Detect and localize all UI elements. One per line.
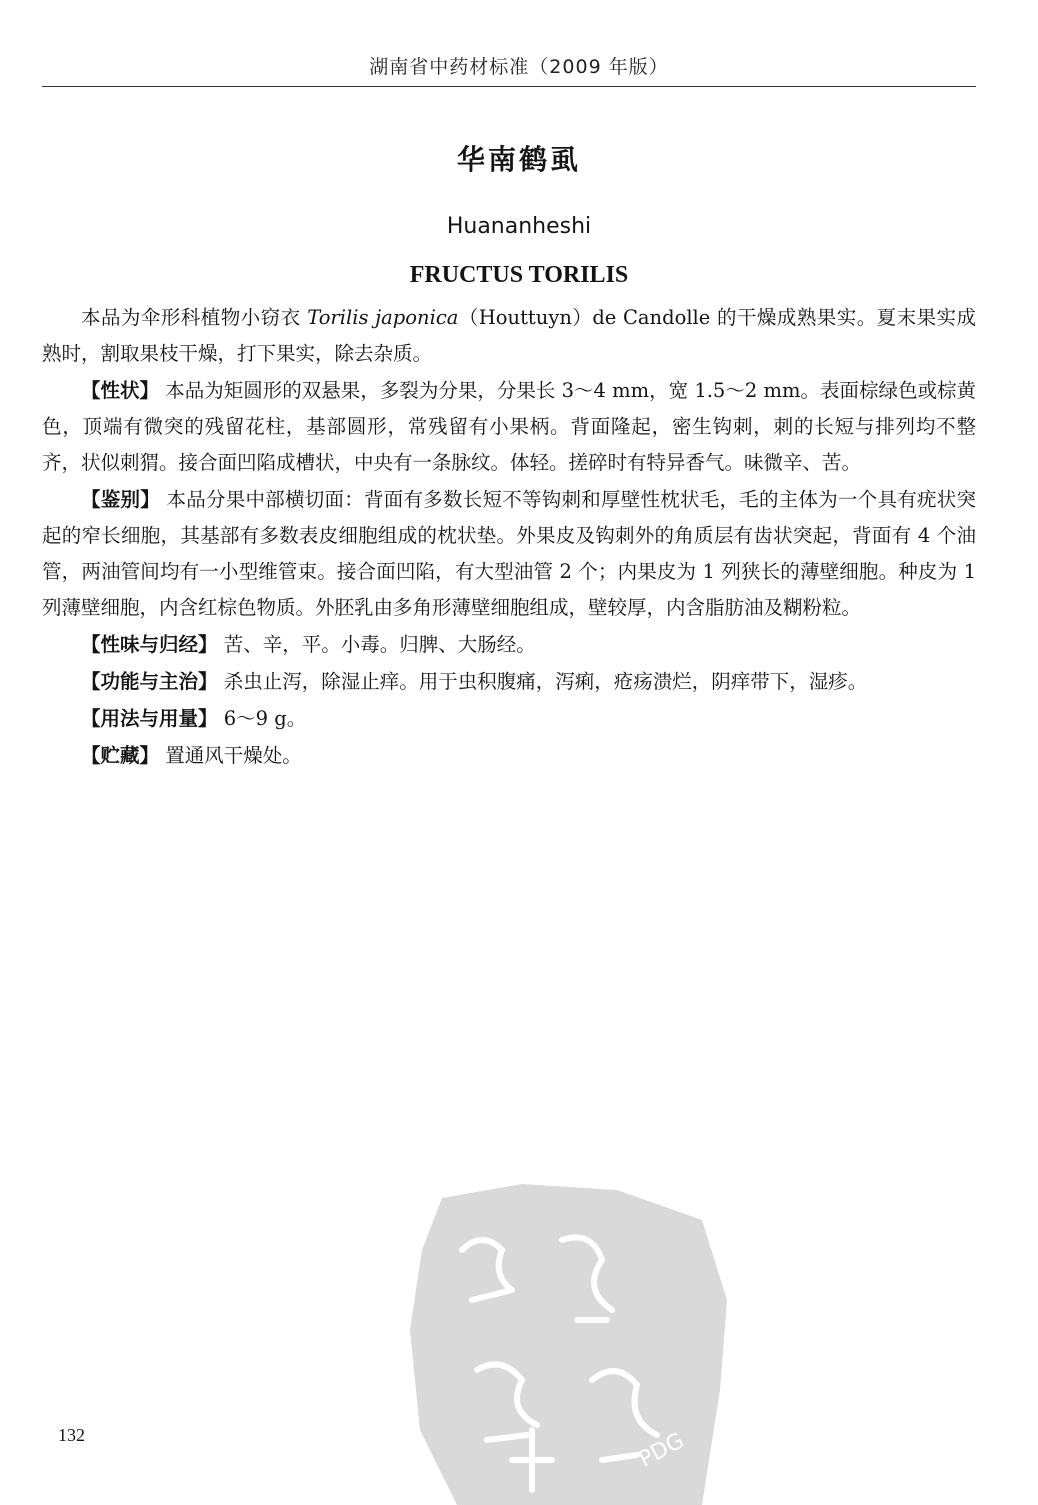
section-identification bbox=[42, 482, 976, 626]
section-usage-dosage bbox=[42, 701, 976, 737]
seal-watermark bbox=[402, 1180, 732, 1505]
header-rule bbox=[42, 86, 976, 87]
section-storage bbox=[42, 738, 976, 774]
section-text: 6～9 g。 bbox=[223, 707, 307, 730]
page-title: 华南鹤虱 bbox=[456, 143, 581, 176]
watermark-text: PDG bbox=[634, 1428, 689, 1473]
intro-paragraph bbox=[42, 300, 976, 372]
section-text: 杀虫止泻，除湿止痒。用于虫积腹痛，泻痢，疮疡溃烂，阴痒带下，湿疹。 bbox=[223, 670, 868, 693]
section-label: 【用法与用量】 bbox=[81, 707, 218, 730]
section-text: 本品为矩圆形的双悬果，多裂为分果，分果长 3～4 mm，宽 1.5～2 mm。表面棕绿色或棕黄色，顶端有微突的残留花柱，基部圆形，常残留有小果柄。背面隆起，密生钩刺，刺的长短与排列均不整齐，状似刺猬。接合面凹陷成槽状，中央有一条脉纹。体轻。搓碎时有特异香气。味微辛、苦。 bbox=[42, 379, 976, 474]
running-header: 湖南省中药材标准（2009 年版） bbox=[369, 56, 669, 78]
seal-shape bbox=[410, 1184, 727, 1505]
section-function-indication bbox=[42, 664, 976, 700]
latin-name: FRUCTUS TORILIS bbox=[409, 262, 629, 288]
section-text: 本品分果中部横切面：背面有多数长短不等钩刺和厚壁性枕状毛，毛的主体为一个具有疣状突起的窄长细胞，其基部有多数表皮细胞组成的枕状垫。外果皮及钩刺外的角质层有齿状突起，背面有 4 个油管，两油管间均有一小型维管束。接合面凹陷，有大型油管 2 个；内果皮为 1 列狭长的薄壁细胞。种皮为 1 列薄壁细胞，内含红棕色物质。外胚乳由多角形薄壁细胞组成，壁较厚，内含脂肪油及糊粉粒。 bbox=[42, 488, 976, 619]
intro-text-after: （Houttuyn）de Candolle 的干燥成熟果实。夏末果实成熟时，割取果枝干燥，打下果实，除去杂质。 bbox=[42, 306, 976, 365]
section-nature-meridian bbox=[42, 627, 976, 663]
section-label: 【鉴别】 bbox=[81, 488, 161, 511]
section-text: 苦、辛，平。小毒。归脾、大肠经。 bbox=[223, 633, 536, 656]
species-name: Torilis japonica bbox=[307, 306, 459, 329]
section-characteristics bbox=[42, 373, 976, 481]
section-label: 【性状】 bbox=[81, 379, 160, 402]
section-label: 【性味与归经】 bbox=[81, 633, 218, 656]
intro-text-before: 本品为伞形科植物小窃衣 bbox=[81, 306, 308, 329]
page-number: 132 bbox=[58, 1425, 85, 1445]
monograph-body bbox=[42, 300, 976, 775]
section-label: 【贮藏】 bbox=[81, 744, 160, 767]
pinyin-name: Huananheshi bbox=[446, 214, 592, 239]
section-text: 置通风干燥处。 bbox=[165, 744, 302, 767]
section-label: 【功能与主治】 bbox=[81, 670, 218, 693]
